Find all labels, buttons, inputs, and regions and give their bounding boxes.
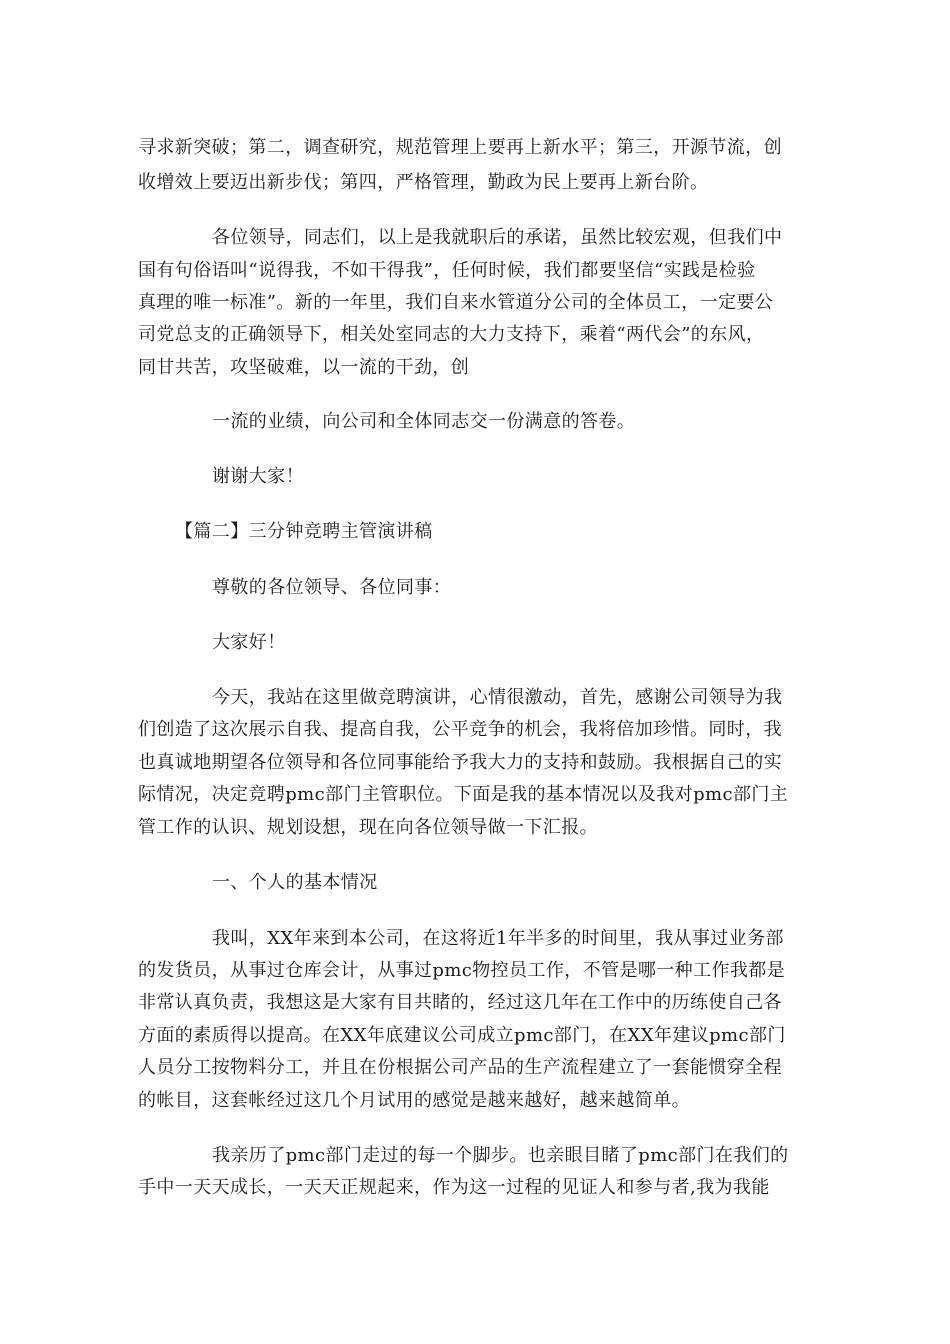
paragraph-line: 我叫，XX年来到本公司，在这将近1年半多的时间里，我从事过业务部 bbox=[212, 928, 784, 949]
paragraph-line: 今天，我站在这里做竞聘演讲，心情很激动，首先，感谢公司领导为我 bbox=[212, 687, 783, 708]
paragraph-line: 一流的业绩，向公司和全体同志交一份满意的答卷。 bbox=[212, 411, 636, 432]
paragraph-line: 的发货员，从事过仓库会计，从事过pmc物控员工作，不管是哪一种工作我都是 bbox=[138, 960, 786, 981]
paragraph-line: 寻求新突破；第二，调查研究，规范管理上要再上新水平；第三，开源节流，创 bbox=[138, 137, 782, 158]
paragraph-line: 管工作的认识、规划设想，现在向各位领导做一下汇报。 bbox=[138, 817, 598, 838]
salutation: 尊敬的各位领导、各位同事： bbox=[212, 577, 452, 598]
subsection-heading: 一、个人的基本情况 bbox=[212, 872, 378, 893]
paragraph-line: 同甘共苦，攻坚破难，以一流的干劲，创 bbox=[138, 357, 470, 378]
paragraph-line: 司党总支的正确领导下，相关处室同志的大力支持下，乘着“两代会”的东风， bbox=[138, 324, 765, 345]
paragraph-line: 各位领导，同志们，以上是我就职后的承诺，虽然比较宏观，但我们中 bbox=[212, 227, 783, 248]
paragraph-line: 方面的素质得以提高。在XX年底建议公司成立pmc部门，在XX年建议pmc部门 bbox=[138, 1025, 786, 1046]
paragraph-line: 国有句俗语叫“说得我，不如干得我”，任何时候，我们都要坚信“实践是检验 bbox=[138, 260, 756, 281]
paragraph-line: 人员分工按物料分工，并且在份根据公司产品的生产流程建立了一套能惯穿全程 bbox=[138, 1057, 782, 1078]
paragraph-line: 的帐目，这套帐经过这几个月试用的感觉是越来越好，越来越简单。 bbox=[138, 1090, 690, 1111]
section-heading: 【篇二】三分钟竞聘主管演讲稿 bbox=[175, 521, 433, 542]
paragraph-line: 手中一天天成长，一天天正规起来，作为这一过程的见证人和参与者,我为我能 bbox=[138, 1177, 770, 1198]
paragraph-line: 我亲历了pmc部门走过的每一个脚步。也亲眼目睹了pmc部门在我们的 bbox=[212, 1145, 789, 1166]
paragraph-line: 非常认真负责，我想这是大家有目共睹的，经过这几年在工作中的历练使自己各 bbox=[138, 992, 782, 1013]
paragraph-line: 际情况，决定竞聘pmc部门主管职位。下面是我的基本情况以及我对pmc部门主 bbox=[138, 784, 789, 805]
paragraph-line: 收增效上要迈出新步伐；第四，严格管理，勤政为民上要再上新台阶。 bbox=[138, 172, 709, 193]
greeting: 大家好！ bbox=[212, 632, 286, 653]
paragraph-line: 真理的唯一标准”。新的一年里，我们自来水管道分公司的全体员工，一定要公 bbox=[138, 292, 774, 313]
paragraph-line: 们创造了这次展示自我、提高自我，公平竞争的机会，我将倍加珍惜。同时，我 bbox=[138, 719, 782, 740]
closing-line: 谢谢大家！ bbox=[212, 466, 304, 487]
paragraph-line: 也真诚地期望各位领导和各位同事能给予我大力的支持和鼓励。我根据自己的实 bbox=[138, 752, 782, 773]
